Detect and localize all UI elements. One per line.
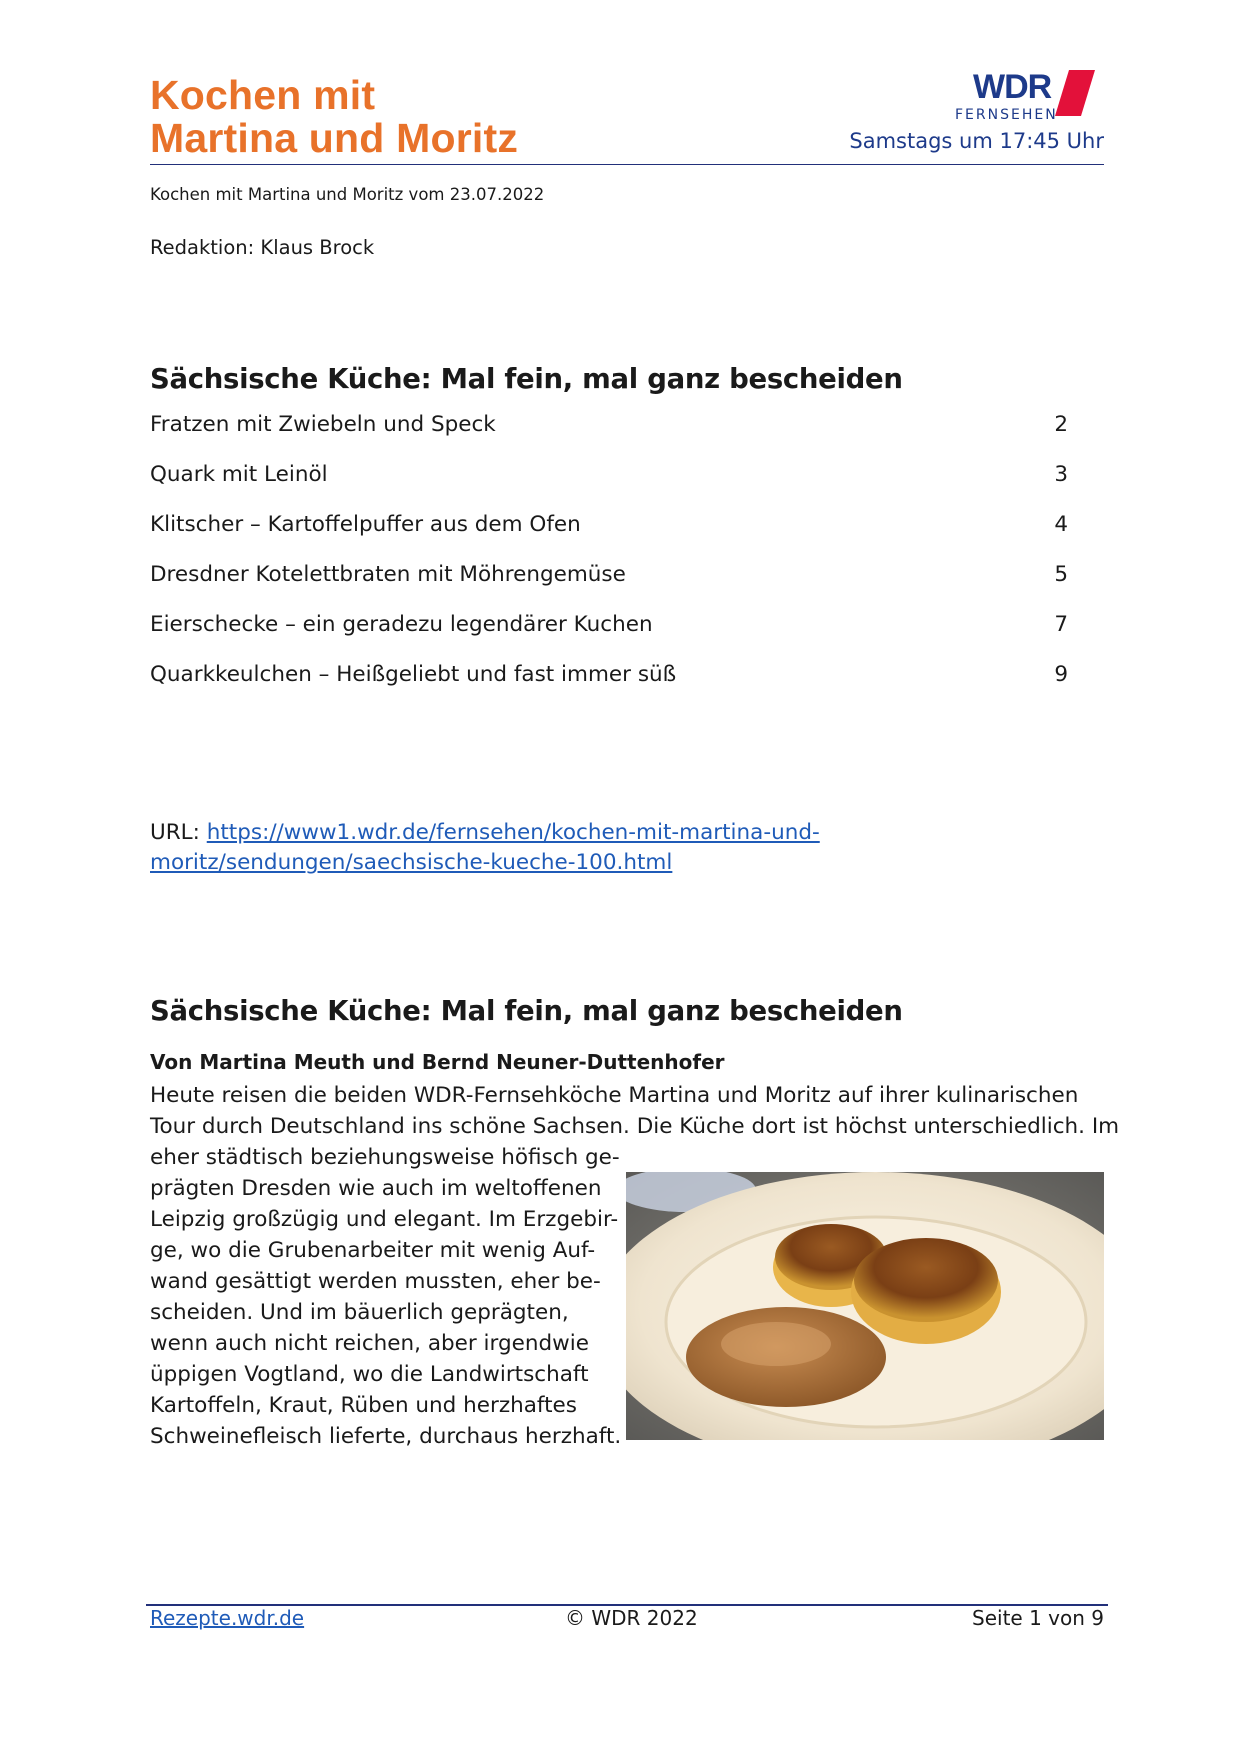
intro-line: ge, wo die Grubenarbeiter mit wenig Auf- <box>150 1238 596 1263</box>
url-label: URL: <box>150 820 207 845</box>
toc-item[interactable] <box>150 510 1068 560</box>
toc-item-page: 9 <box>1054 662 1068 687</box>
footer-site <box>150 1604 304 1632</box>
toc-item-page: 3 <box>1054 462 1068 487</box>
intro-line: Leipzig großzügig und elegant. Im Erzgebir- <box>150 1207 619 1232</box>
toc-item-title: Quarkkeulchen – Heißgeliebt und fast immer süß <box>150 662 677 687</box>
intro-line: Kartoffeln, Kraut, Rüben und herzhaftes <box>150 1393 577 1418</box>
url-line-2: moritz/sendungen/saechsische-kueche-100.html <box>150 850 673 875</box>
toc-item-page: 4 <box>1054 512 1068 537</box>
intro-line: wenn auch nicht reichen, aber irgendwie <box>150 1331 589 1356</box>
footer-copyright: © WDR 2022 <box>565 1606 698 1630</box>
toc-heading: Sächsische Küche: Mal fein, mal ganz bescheiden <box>150 363 903 395</box>
show-title <box>150 74 518 160</box>
wdr-red-stripe-icon <box>1055 70 1095 116</box>
intro-line: prägten Dresden wie auch im weltoffenen <box>150 1176 602 1201</box>
toc-item-title: Fratzen mit Zwiebeln und Speck <box>150 412 496 437</box>
show-title-line-1: Kochen mit <box>150 72 376 118</box>
article-authors: Von Martina Meuth und Bernd Neuner-Duttenhofer <box>150 1050 725 1074</box>
intro-line: wand gesättigt werden mussten, eher be- <box>150 1269 601 1294</box>
url-block <box>150 818 850 878</box>
table-of-contents <box>150 410 1068 710</box>
redaction-line: Redaktion: Klaus Brock <box>150 236 375 259</box>
wdr-fernsehen-logo <box>935 66 1105 124</box>
intro-line: eher städtisch beziehungsweise höfisch ge- <box>150 1145 620 1170</box>
toc-item[interactable] <box>150 410 1068 460</box>
intro-text-full-width <box>150 1080 1120 1142</box>
intro-line: Tour durch Deutschland ins schöne Sachsen. Die Küche dort ist höchst unterschiedlich. Im <box>150 1114 1120 1139</box>
intro-line: Schweinefleisch lieferte, durchaus herzhaft. <box>150 1424 622 1449</box>
header-divider <box>150 164 1104 165</box>
toc-item-title: Klitscher – Kartoffelpuffer aus dem Ofen <box>150 512 581 537</box>
article-heading: Sächsische Küche: Mal fein, mal ganz bescheiden <box>150 995 903 1027</box>
recipes-site-link[interactable]: Rezepte.wdr.de <box>150 1606 305 1630</box>
toc-item-page: 2 <box>1054 412 1068 437</box>
wdr-logo-word: WDR <box>973 68 1052 106</box>
quarkkeulchen-photo <box>626 1172 1104 1440</box>
toc-item[interactable] <box>150 660 1068 710</box>
wdr-logo-subtitle: FERNSEHEN <box>955 107 1058 123</box>
toc-item[interactable] <box>150 610 1068 660</box>
toc-item[interactable] <box>150 460 1068 510</box>
toc-item-page: 5 <box>1054 562 1068 587</box>
toc-item-title: Quark mit Leinöl <box>150 462 328 487</box>
episode-line: Kochen mit Martina und Moritz vom 23.07.2022 <box>150 185 545 204</box>
air-time: Samstags um 17:45 Uhr <box>849 129 1104 153</box>
toc-item-title: Dresdner Kotelettbraten mit Möhrengemüse <box>150 562 626 587</box>
toc-item-title: Eierschecke – ein geradezu legendärer Kuchen <box>150 612 653 637</box>
intro-text-wrapped <box>150 1142 622 1452</box>
intro-line: Heute reisen die beiden WDR-Fernsehköche Martina und Moritz auf ihrer kulinarischen <box>150 1083 1079 1108</box>
toc-item-page: 7 <box>1054 612 1068 637</box>
toc-item[interactable] <box>150 560 1068 610</box>
url-line-1: https://www1.wdr.de/fernsehen/kochen-mit-martina-und- <box>206 820 820 845</box>
intro-line: scheiden. Und im bäuerlich geprägten, <box>150 1300 569 1325</box>
intro-line: üppigen Vogtland, wo die Landwirtschaft <box>150 1362 589 1387</box>
show-title-line-2: Martina und Moritz <box>150 115 519 161</box>
footer-page-number: Seite 1 von 9 <box>972 1606 1104 1630</box>
episode-url-link[interactable] <box>150 820 820 875</box>
